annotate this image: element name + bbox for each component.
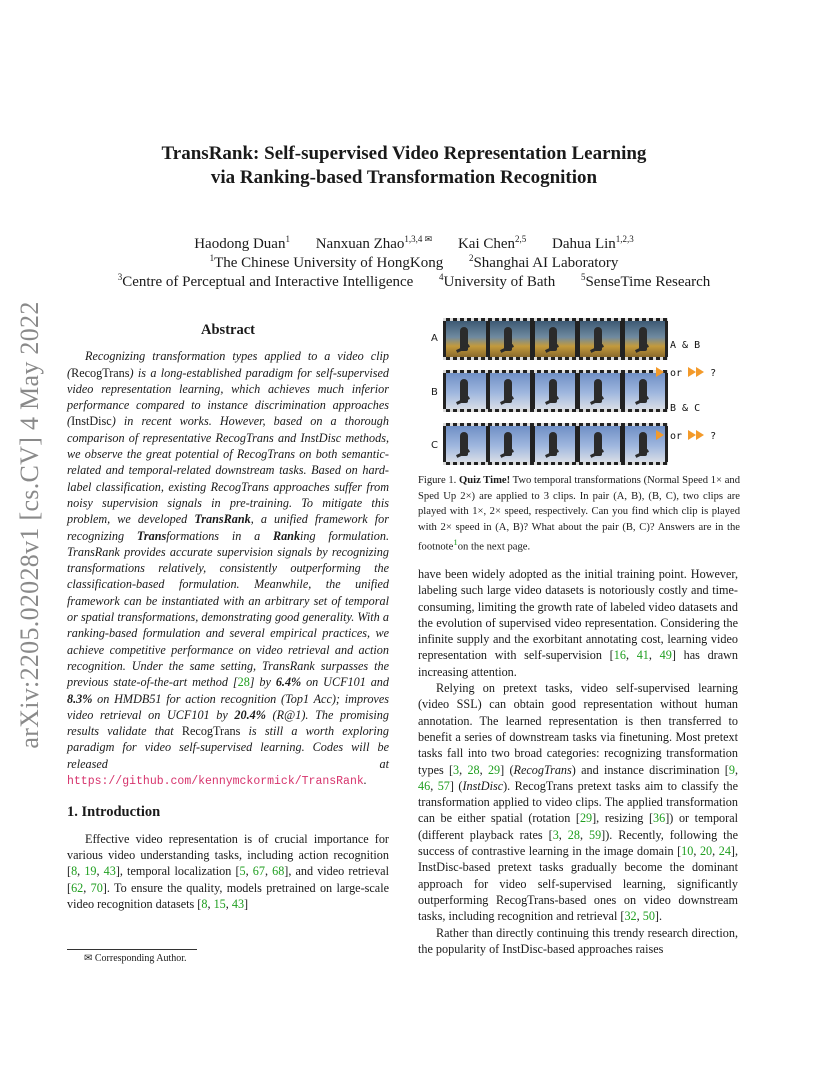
quiz-choice-ab: or ? (656, 367, 716, 379)
abstract-heading: Abstract (201, 322, 255, 338)
video-frame (490, 321, 530, 357)
citation-link[interactable]: 8 (201, 896, 208, 911)
citation-link[interactable]: 19 (84, 864, 97, 879)
video-frame (446, 426, 486, 462)
row-label-c: C (431, 440, 438, 451)
body-paragraph: Rather than directly continuing this trendy research direction, the popularity of InstDisc-based approaches raises (418, 925, 738, 956)
row-label-a: A (431, 333, 438, 344)
video-frame (580, 321, 620, 357)
affiliations-line-2 (60, 267, 768, 292)
citation-link[interactable]: 43 (231, 896, 245, 911)
author: Kai Chen$^{2,5}$ (457, 234, 527, 252)
citation-link[interactable]: 50 (642, 909, 655, 924)
right-column (418, 566, 738, 957)
play-icon (696, 367, 704, 377)
left-column (67, 322, 389, 912)
section-heading-introduction: 1. Introduction (67, 804, 161, 821)
affiliation: $^2$Shanghai AI Laboratory (468, 253, 619, 271)
affiliation: $^3$Centre of Perceptual and Interactive Intelligence (117, 272, 414, 290)
citation-link[interactable]: 15 (213, 896, 226, 911)
abstract-text: Recognizing transformation types applied to a video clip (RecogTrans) is a long-established paradigm for self-supervised video representation learning, which achieves much inferior performance compared to instance discrimination approaches (InstDisc) in recent works. However, based on a thorough comparison of representative RecogTrans and InstDisc methods, we observe the great potential of RecogTrans on both semantic-related and temporal-related downstream tasks. Based on hard-label classification, existing RecogTrans approaches suffer from noisy supervision signals in pre-training. To mitigate this problem, we developed TransRank, a unified framework for recognizing Transformations in a Ranking formulation. TransRank provides accurate supervision signals by recognizing transformations relatively, consistently outperforming the classification-based formulation. Meanwhile, the unified framework can be instantiated with an arbitrary set of temporal or spatial transformations, demonstrating good generality. With a ranking-based formulation and several empirical practices, we achieve competitive performance on video retrieval and action recognition. Under the same setting, TransRank surpasses the previous state-of-the-art method [28] by 6.4% on UCF101 and 8.3% on HMDB51 for action recognition (Top1 Acc); improves video retrieval on UCF101 by 20.4% (R@1). The promising results validate that RecogTrans is still a worth exploring paradigm for video self-supervised learning. Codes will be released at https://github.com/kennymckormick/TransRank. (67, 349, 389, 789)
citation-link[interactable]: 59 (588, 827, 602, 842)
citation-link[interactable]: 62 (71, 880, 84, 895)
citation-link[interactable]: 36 (653, 811, 666, 826)
play-icon (656, 367, 664, 377)
citation-link[interactable]: 28 (237, 675, 250, 690)
citation-link[interactable]: 46 (418, 778, 431, 793)
figure-caption: Figure 1. Quiz Time! Two temporal transformations (Normal Speed 1× and Sped Up 2×) are applied to 3 clips. In pair (A, B), (B, C), two clips are played with 1×, 2× speed, respectively. Can you find which clip is played with 2× speed in (A, B)? What about the pair (B, C)? Answers are in the footnote$^1$on the next page. (418, 475, 740, 553)
footnote-link[interactable]: 1 (453, 537, 458, 547)
video-frame (580, 373, 620, 409)
quiz-choice-bc: or ? (656, 430, 716, 442)
affiliation: $^1$The Chinese University of HongKong (209, 253, 444, 271)
play-icon (656, 430, 664, 440)
author: Nanxuan Zhao$^{1,3,4 ✉}$ (315, 234, 433, 252)
citation-link[interactable]: 20 (699, 844, 713, 859)
play-icon (688, 367, 696, 377)
citation-link[interactable]: 5 (239, 864, 246, 879)
video-frame (535, 373, 575, 409)
body-paragraph: have been widely adopted as the initial training point. However, labeling such large video datasets is notoriously costly and time-consuming, limiting the growth rate of labeled video datasets and the evolution of supervised video representation. Considering the infinite supply and the exorbitant annotating cost, learning video representation with self-supervision [16, 41, 49] has drawn increasing attention. (418, 567, 739, 679)
citation-link[interactable]: 67 (252, 864, 265, 879)
video-frame (625, 321, 665, 357)
citation-link[interactable]: 29 (579, 811, 593, 826)
play-icon (688, 430, 696, 440)
video-frame (535, 321, 575, 357)
video-frame (580, 426, 620, 462)
video-strip-a (443, 318, 668, 360)
citation-link[interactable]: 24 (718, 844, 731, 859)
citation-link[interactable]: 29 (487, 762, 501, 777)
citation-link[interactable]: 49 (659, 648, 672, 663)
title-line-2: via Ranking-based Transformation Recognition (210, 167, 598, 188)
pair-label-bc: B & C (670, 403, 701, 414)
citation-link[interactable]: 70 (90, 880, 103, 895)
body-paragraph: Relying on pretext tasks, video self-supervised learning (video SSL) can obtain good representation without human annotation. The learned representation is then transferred to benefit a series of downstream tasks via finetuning. Most pretext tasks fall into two broad categories: recognizing transformation types [3, 28, 29] (RecogTrans) and instance discrimination [9, 46, 57] (InstDisc). RecogTrans pretext tasks aim to classify the transformation applied to video clips. The applied transformation can be either spatial (rotation [29], resizing [36]) or temporal (different playback rates [3, 28, 59]). Recently, following the success of contrastive learning in the image domain [10, 20, 24], InstDisc-based pretext tasks gradually become the dominant approach for video self-supervised learning, significantly outperforming RecogTrans-based ones on video downstream tasks, including recognition and retrieval [32, 50]. (418, 681, 739, 924)
citation-link[interactable]: 9 (728, 762, 735, 777)
affiliation: $^5$SenseTime Research (580, 272, 711, 290)
arxiv-identifier: arXiv:2205.02028v1 [cs.CV] 4 May 2022 (15, 301, 44, 749)
row-label-b: B (431, 387, 438, 398)
author: Dahua Lin$^{1,2,3}$ (552, 234, 634, 252)
intro-paragraph: Effective video representation is of crucial importance for various video understanding tasks, including action recognition [8, 19, 43], temporal localization [5, 67, 68], and video retrieval [62, 70]. To ensure the quality, models pretrained on large-scale video recognition datasets [8, 15, 43] (67, 831, 389, 911)
play-icon (696, 430, 704, 440)
citation-link[interactable]: 3 (552, 827, 559, 842)
video-frame (490, 373, 530, 409)
footnote: ✉ Corresponding Author. (84, 953, 187, 964)
pair-label-ab: A & B (670, 340, 701, 351)
title-line-1: TransRank: Self-supervised Video Representation Learning (161, 143, 647, 164)
citation-link[interactable]: 28 (467, 762, 480, 777)
citation-link[interactable]: 16 (613, 648, 626, 663)
video-strip-b (443, 370, 668, 412)
figure-quiz (418, 315, 738, 465)
citation-link[interactable]: 10 (681, 844, 694, 859)
citation-link[interactable]: 68 (272, 864, 285, 879)
affiliation: $^4$University of Bath (439, 272, 556, 290)
video-frame (535, 426, 575, 462)
citation-link[interactable]: 3 (453, 762, 460, 777)
citation-link[interactable]: 8 (71, 864, 78, 879)
citation-link[interactable]: 28 (567, 827, 580, 842)
author: Haodong Duan$^1$ (194, 234, 290, 252)
citation-link[interactable]: 41 (636, 648, 649, 663)
citation-link[interactable]: 57 (437, 778, 450, 793)
video-frame (446, 373, 486, 409)
footnote-divider (67, 949, 197, 950)
video-frame (446, 321, 486, 357)
video-frame (490, 426, 530, 462)
code-url-link[interactable]: https://github.com/kennymckormick/TransRank (67, 775, 364, 789)
paper-title (90, 142, 718, 190)
citation-link[interactable]: 43 (103, 864, 116, 879)
video-strip-c (443, 423, 668, 465)
citation-link[interactable]: 32 (624, 909, 637, 924)
